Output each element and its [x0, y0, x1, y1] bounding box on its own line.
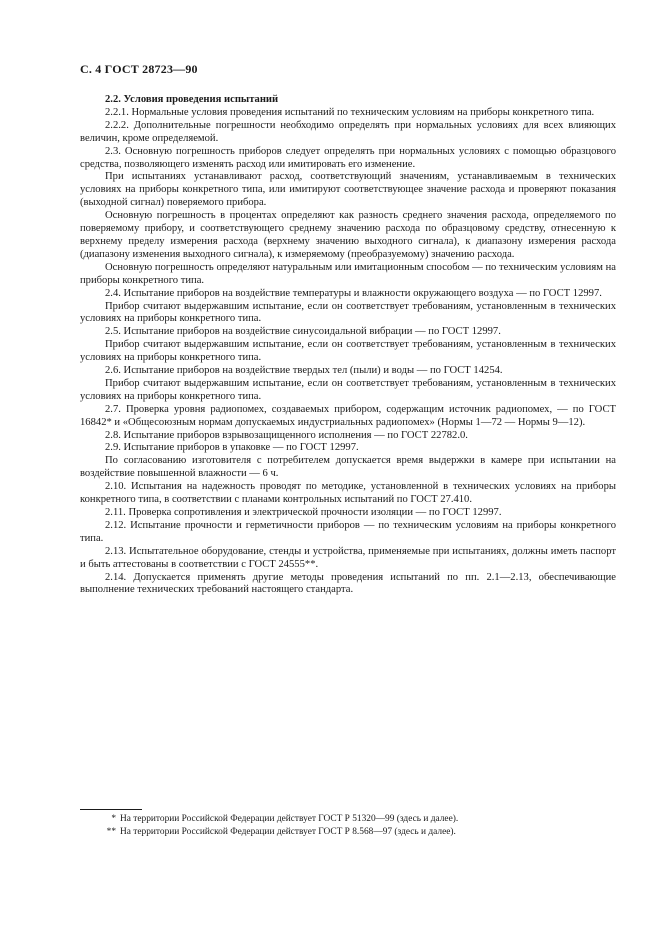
document-body	[80, 94, 616, 597]
footnotes	[80, 813, 616, 838]
paragraph-2-10: 2.10. Испытания на надежность проводят по методике, установленной в технических условиях на приборы конкретного типа, в соответствии с планами контрольных испытаний по ГОСТ 27.410.	[80, 481, 616, 506]
footnote-divider	[80, 809, 142, 810]
paragraph-2-12: 2.12. Испытание прочности и герметичности приборов — по техническим условиям на приборы конкретного типа.	[80, 519, 616, 544]
footnote-1	[80, 813, 616, 826]
paragraph-2-6-a: Прибор считают выдержавшим испытание, если он соответствует требованиям, установленным в технических условиях на приборы конкретного типа.	[80, 377, 616, 402]
page-header: С. 4 ГОСТ 28723—90	[80, 62, 198, 76]
paragraph-2-3-b: Основную погрешность в процентах определяют как разность среднего значения расхода, определяемого по поверяемому прибору, и соответствующего среднему значению расхода по образцовому средству, отнесенную к верхнему пределу измерения расхода (верхнему значению выходного сигнала), к диапазону измерения расхода (диапазону изменения выходного сигнала), к измеряемому (преобразуемому) значению расхода.	[80, 210, 616, 260]
paragraph-2-14: 2.14. Допускается применять другие методы проведения испытаний по пп. 2.1—2.13, обеспечивающие выполнение технических требований настоящего стандарта.	[80, 571, 616, 596]
paragraph-2-11: 2.11. Проверка сопротивления и электрической прочности изоляции — по ГОСТ 12997.	[105, 507, 502, 518]
paragraph-2-9-a: По согласованию изготовителя с потребителем допускается время выдержки в камере при испытании на воздействие повышенной влажности — 6 ч.	[80, 455, 616, 480]
paragraph-2-3: 2.3. Основную погрешность приборов следует определять при нормальных условиях с помощью образцового средства, позволяющего изменять расход или имитировать его изменение.	[80, 145, 616, 170]
section-title: 2.2. Условия проведения испытаний	[105, 94, 279, 105]
footnote-mark: *	[111, 814, 116, 824]
footnote-2	[80, 826, 616, 839]
paragraph-2-8: 2.8. Испытание приборов взрывозащищенного исполнения — по ГОСТ 22782.0.	[105, 429, 468, 441]
paragraph-2-2-2: 2.2.2. Дополнительные погрешности необходимо определять при нормальных условиях для всех влияющих величин, кроме определяемой.	[80, 119, 616, 144]
paragraph-2-9: 2.9. Испытание приборов в упаковке — по ГОСТ 12997.	[105, 442, 359, 454]
paragraph-2-4-a: Прибор считают выдержавшим испытание, если он соответствует требованиям, установленным в технических условиях на приборы конкретного типа.	[80, 300, 616, 325]
paragraph-2-6: 2.6. Испытание приборов на воздействие твердых тел (пыли) и воды — по ГОСТ 14254.	[105, 365, 503, 377]
paragraph-2-13: 2.13. Испытательное оборудование, стенды и устройства, применяемые при испытаниях, должны иметь паспорт и быть аттестованы в соответствии с ГОСТ 24555**.	[80, 545, 616, 570]
footnote-text: На территории Российской Федерации действует ГОСТ Р 51320—99 (здесь и далее).	[120, 814, 459, 824]
paragraph-2-5: 2.5. Испытание приборов на воздействие синусоидальной вибрации — по ГОСТ 12997.	[105, 326, 501, 338]
paragraph-2-3-c: Основную погрешность определяют натуральным или имитационным способом — по техническим условиям на приборы конкретного типа.	[80, 261, 616, 286]
footnote-text: На территории Российской Федерации действует ГОСТ Р 8.568—97 (здесь и далее).	[120, 826, 456, 837]
paragraph-2-2-1: 2.2.1. Нормальные условия проведения испытаний по техническим условиям на приборы конкретного типа.	[105, 106, 595, 118]
paragraph-2-4: 2.4. Испытание приборов на воздействие температуры и влажности окружающего воздуха — по ГОСТ 12997.	[105, 287, 602, 299]
paragraph-2-5-a: Прибор считают выдержавшим испытание, если он соответствует требованиям, установленным в технических условиях на приборы конкретного типа.	[80, 339, 616, 364]
footnote-mark: **	[106, 826, 116, 837]
paragraph-2-3-a: При испытаниях устанавливают расход, соответствующий значениям, устанавливаемым в технических условиях на приборы конкретного типа, или имитируют соответствующее значение расхода и проверяют показания (выходной сигнал) поверяемого прибора.	[80, 171, 616, 209]
paragraph-2-7: 2.7. Проверка уровня радиопомех, создаваемых прибором, содержащим источник радиопомех, — по ГОСТ 16842* и «Общесоюзным нормам допускаемых индустриальных радиопомех» (Нормы 1—72 — Нормы 9—12).	[80, 403, 616, 428]
